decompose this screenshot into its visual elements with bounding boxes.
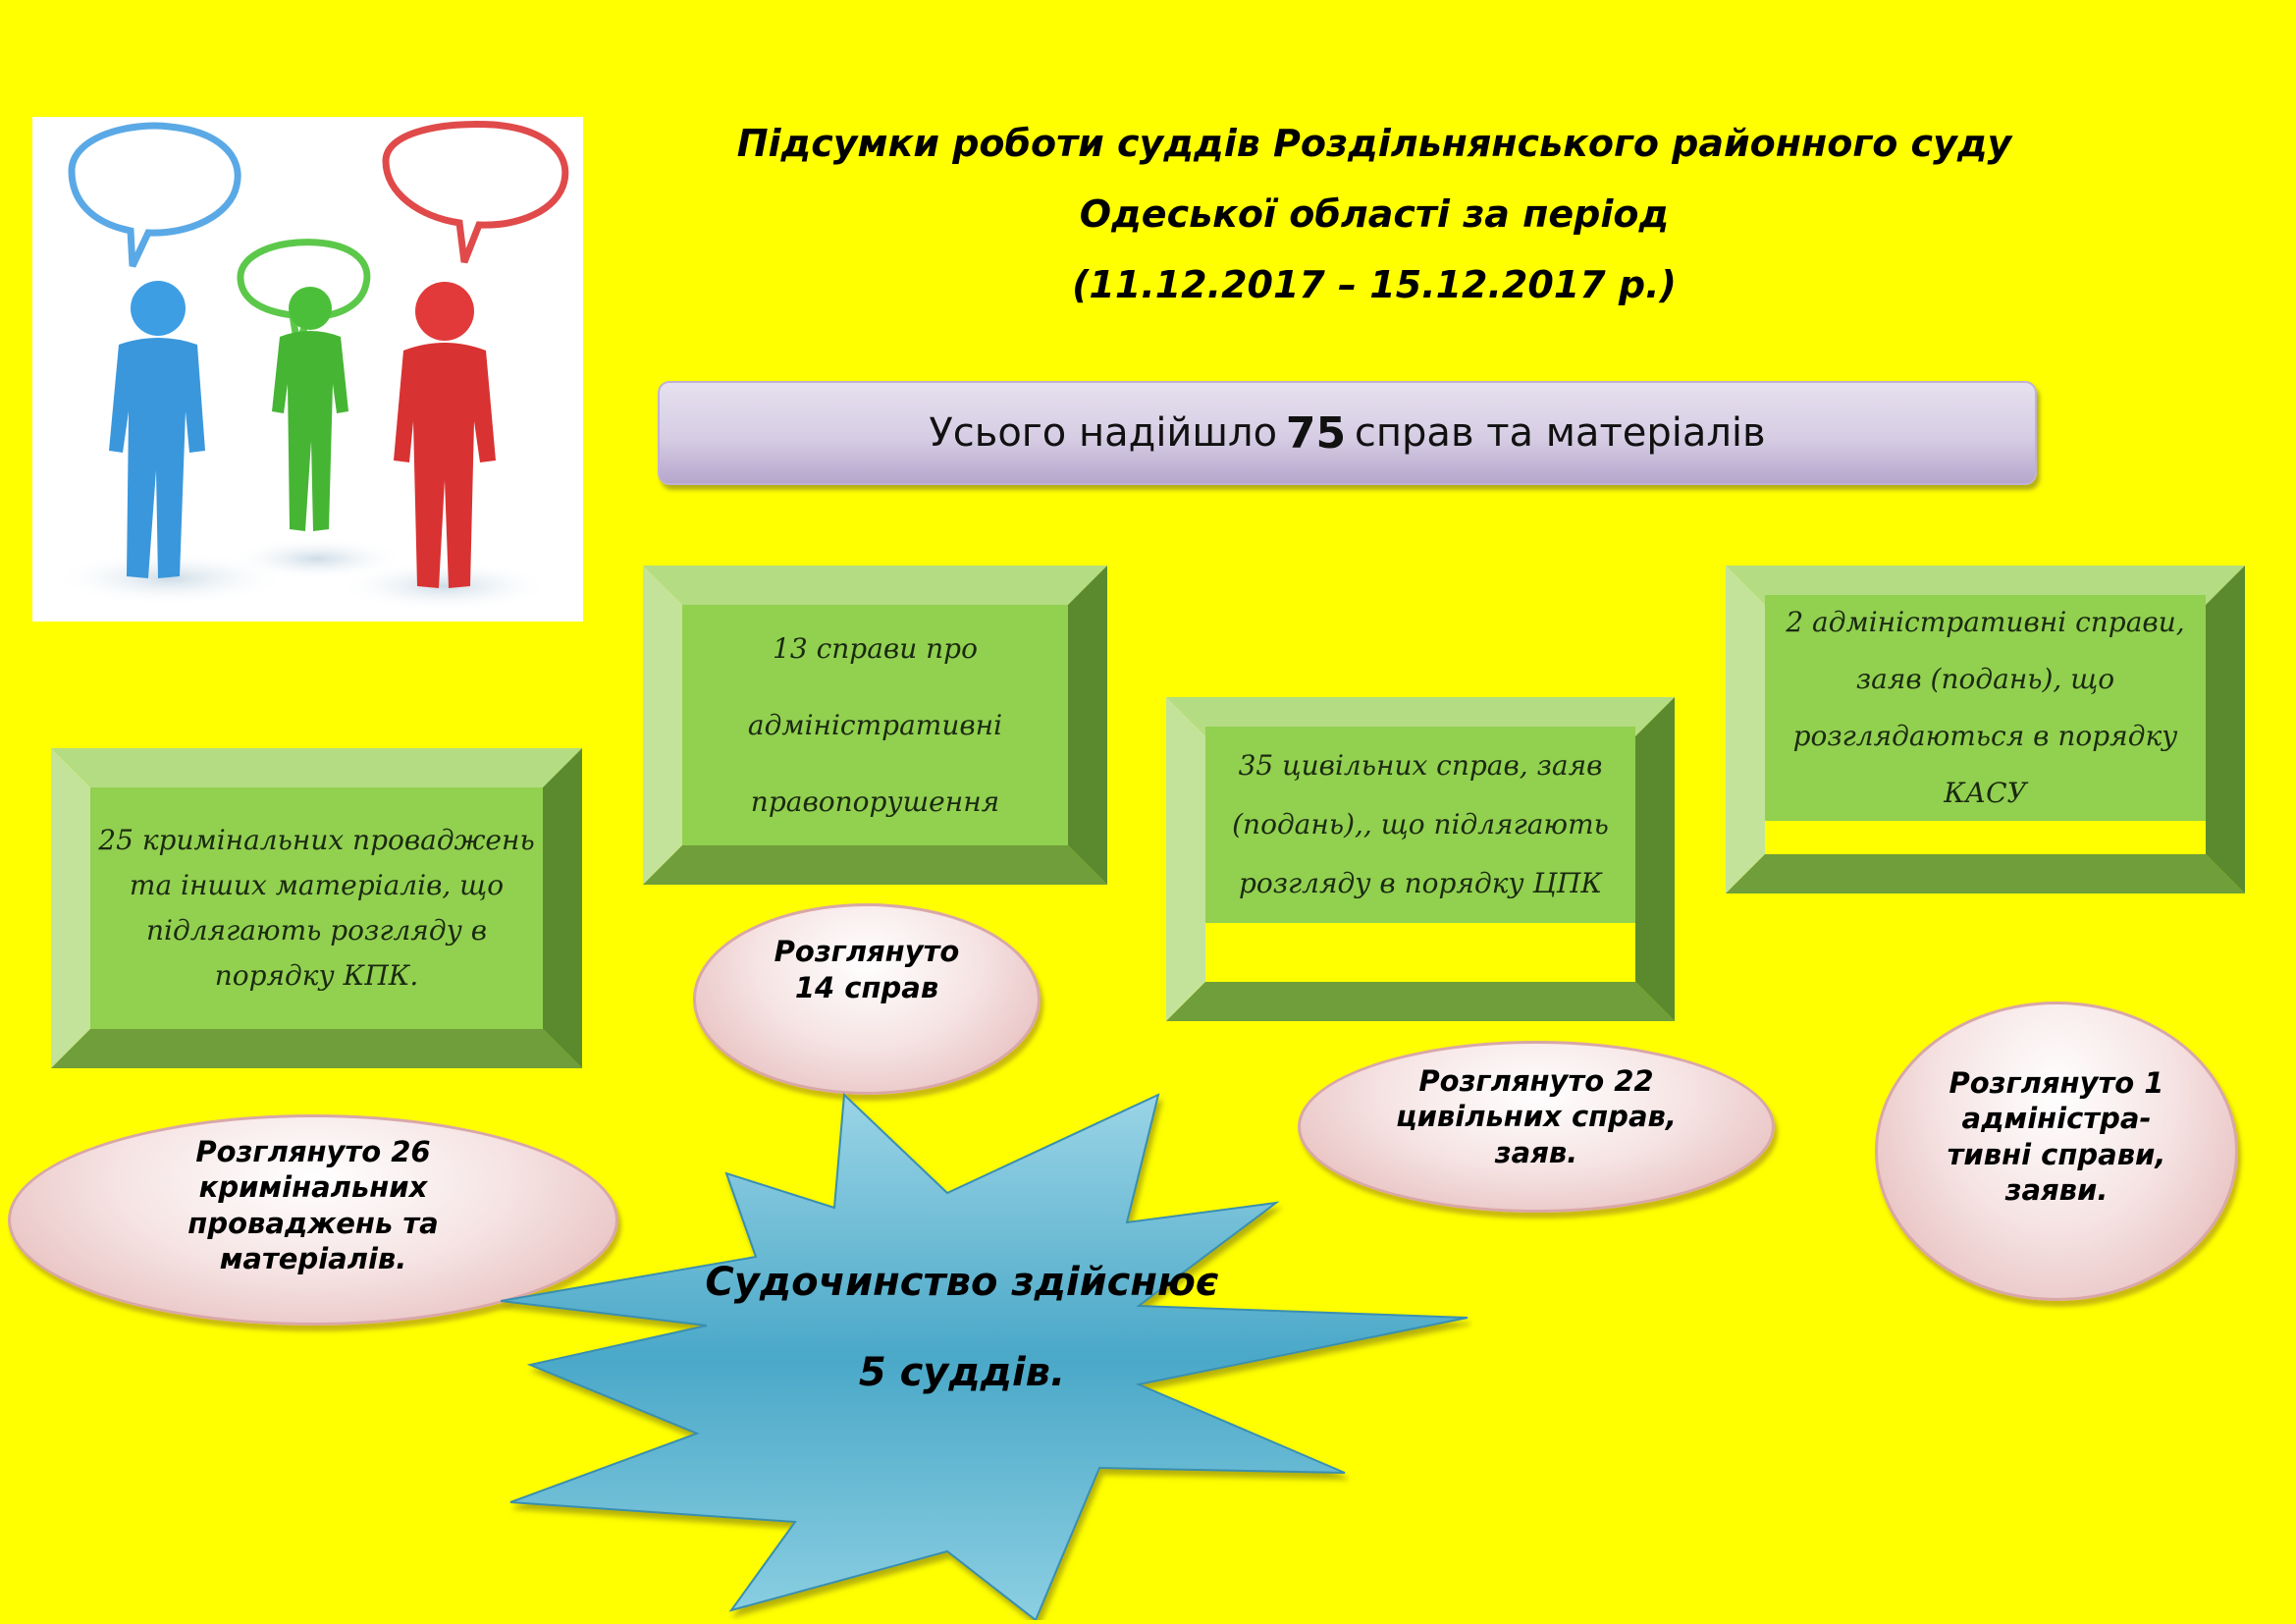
administrative-box [1726, 566, 2245, 893]
administrative-text: 2 адміністративні справи, заяв (подань), що розглядаються в порядку КАСУ [1765, 595, 2206, 821]
reviewed-admin-offenses-text: Розглянуто 14 справ [774, 935, 960, 1004]
total-suffix: справ та матеріалів [1354, 410, 1766, 456]
reviewed-criminal-text: Розглянуто 26 кримінальних проваджень та матеріалів. [187, 1135, 439, 1275]
civil-text: 35 цивільних справ, заяв (подань),, що підлягають розгляду в порядку ЦПК [1205, 727, 1635, 923]
people-talking-illustration [32, 117, 583, 622]
title-line-3: (11.12.2017 – 15.12.2017 р.) [1072, 263, 1677, 306]
reviewed-administrative-text: Розглянуто 1 адміністра-тивні справи, заяви. [1947, 1066, 2166, 1207]
judges-note: Судочинство здійснює 5 суддів. [705, 1260, 1219, 1395]
civil-box [1166, 697, 1675, 1021]
reviewed-civil-text: Розглянуто 22 цивільних справ, заяв. [1396, 1064, 1677, 1169]
admin-offenses-text: 13 справи про адміністративні правопорушення [682, 605, 1068, 845]
reviewed-administrative-ellipse [1875, 1001, 2238, 1301]
reviewed-admin-offenses-ellipse [693, 903, 1041, 1095]
three-people-talking-icon [32, 117, 583, 622]
title-line-1: Підсумки роботи суддів Роздільнянського районного суду [736, 122, 2012, 165]
title-line-2: Одеської області за період [1079, 192, 1670, 236]
page-title [628, 108, 2120, 320]
total-cases-banner [658, 381, 2037, 485]
total-count: 75 [1285, 407, 1347, 459]
criminal-box [51, 748, 582, 1068]
admin-offenses-box [643, 566, 1107, 885]
total-prefix: Усього надійшло [929, 410, 1278, 456]
criminal-text: 25 кримінальних проваджень та інших матеріалів, що підлягають розгляду в порядку КПК. [90, 787, 543, 1029]
